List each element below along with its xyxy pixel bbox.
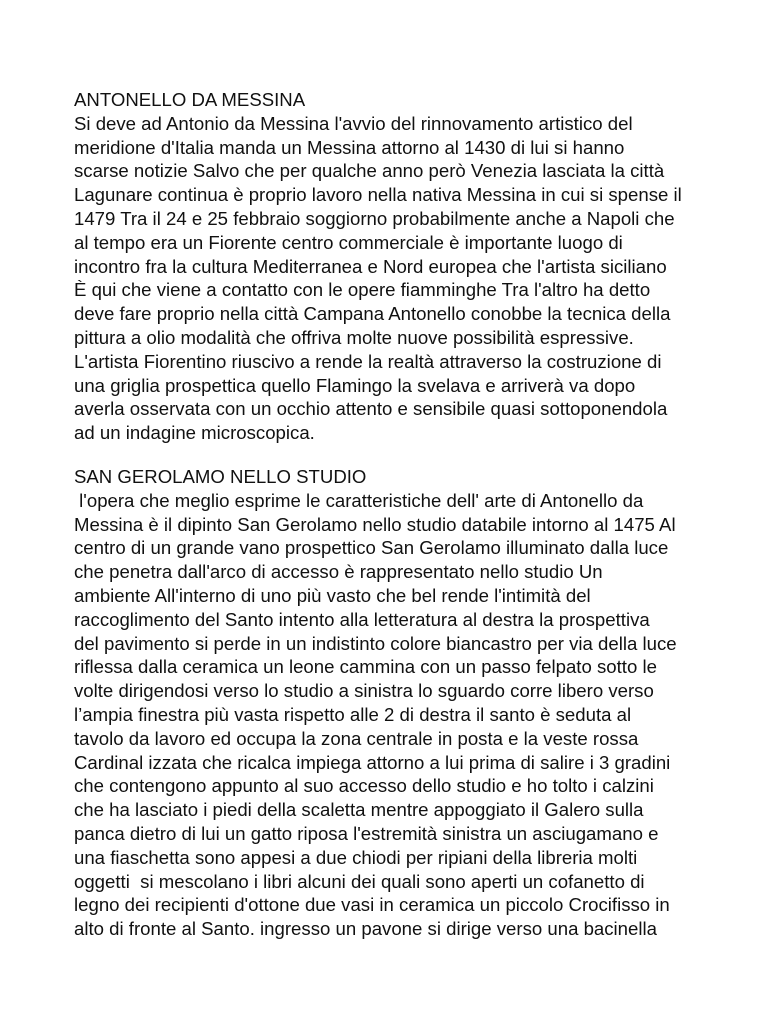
paragraph-line: che ha lasciato i piedi della scaletta mentre appoggiato il Galero sulla bbox=[74, 799, 644, 821]
paragraph-line: averla osservata con un occhio attento e sensibile quasi sottoponendola bbox=[74, 398, 668, 420]
paragraph-line: che contengono appunto al suo accesso dello studio e ho tolto i calzini bbox=[74, 775, 654, 797]
paragraph-line: deve fare proprio nella città Campana Antonello conobbe la tecnica della bbox=[74, 303, 671, 325]
paragraph-line: Cardinal izzata che ricalca impiega attorno a lui prima di salire i 3 gradini bbox=[74, 751, 671, 773]
paragraph-line: riflessa dalla ceramica un leone cammina con un passo felpato sotto le bbox=[74, 656, 657, 678]
paragraph-line: centro di un grande vano prospettico San Gerolamo illuminato dalla luce bbox=[74, 537, 669, 559]
section-heading: ANTONELLO DA MESSINA bbox=[74, 89, 306, 110]
paragraph-line: tavolo da lavoro ed occupa la zona centrale in posta e la veste rossa bbox=[74, 727, 639, 749]
section-heading: SAN GEROLAMO NELLO STUDIO bbox=[74, 466, 367, 487]
paragraph-line: che penetra dall'arco di accesso è rappresentato nello studio Un bbox=[74, 561, 603, 583]
paragraph-line: 1479 Tra il 24 e 25 febbraio soggiorno probabilmente anche a Napoli che bbox=[74, 207, 675, 229]
section-san-gerolamo bbox=[74, 465, 714, 941]
paragraph-line: l'opera che meglio esprime le caratteristiche dell' arte di Antonello da bbox=[74, 489, 644, 511]
paragraph-line: panca dietro di lui un gatto riposa l'estremità sinistra un asciugamano e bbox=[74, 822, 659, 844]
paragraph-line: legno dei recipienti d'ottone due vasi in ceramica un piccolo Crocifisso in bbox=[74, 894, 670, 916]
paragraph-line: volte dirigendosi verso lo studio a sinistra lo sguardo corre libero verso bbox=[74, 680, 654, 702]
paragraph-line: ambiente All'interno di uno più vasto che bel rende l'intimità del bbox=[74, 584, 591, 606]
paragraph-line: raccoglimento del Santo intento alla letteratura al destra la prospettiva bbox=[74, 608, 650, 630]
paragraph-line: meridione d'Italia manda un Messina attorno al 1430 di lui si hanno bbox=[74, 136, 625, 158]
paragraph-line: incontro fra la cultura Mediterranea e Nord europea che l'artista siciliano bbox=[74, 255, 667, 277]
paragraph-line: Si deve ad Antonio da Messina l'avvio del rinnovamento artistico del bbox=[74, 112, 633, 134]
paragraph-line: oggetti si mescolano i libri alcuni dei quali sono aperti un cofanetto di bbox=[74, 870, 645, 892]
paragraph-line: al tempo era un Fiorente centro commerciale è importante luogo di bbox=[74, 231, 623, 253]
paragraph-line: pittura a olio modalità che offriva molte nuove possibilità espressive. bbox=[74, 326, 634, 348]
paragraph-line: ad un indagine microscopica. bbox=[74, 422, 315, 444]
paragraph-line: alto di fronte al Santo. ingresso un pavone si dirige verso una bacinella bbox=[74, 918, 657, 940]
paragraph-line: Messina è il dipinto San Gerolamo nello studio databile intorno al 1475 Al bbox=[74, 513, 676, 535]
paragraph-line: Lagunare continua è proprio lavoro nella nativa Messina in cui si spense il bbox=[74, 184, 682, 206]
section-antonello bbox=[74, 88, 714, 445]
paragraph-line: scarse notizie Salvo che per qualche anno però Venezia lasciata la città bbox=[74, 160, 665, 182]
paragraph-line: l’ampia finestra più vasta rispetto alle 2 di destra il santo è seduta al bbox=[74, 703, 632, 725]
paragraph-line: del pavimento si perde in un indistinto colore biancastro per via della luce bbox=[74, 632, 677, 654]
paragraph-line: È qui che viene a contatto con le opere fiamminghe Tra l'altro ha detto bbox=[74, 279, 651, 301]
paragraph-line: L'artista Fiorentino riuscivo a rende la realtà attraverso la costruzione di bbox=[74, 350, 662, 372]
paragraph-line: una griglia prospettica quello Flamingo la svelava e arriverà va dopo bbox=[74, 374, 636, 396]
paragraph-line: una fiaschetta sono appesi a due chiodi per ripiani della libreria molti bbox=[74, 846, 638, 868]
